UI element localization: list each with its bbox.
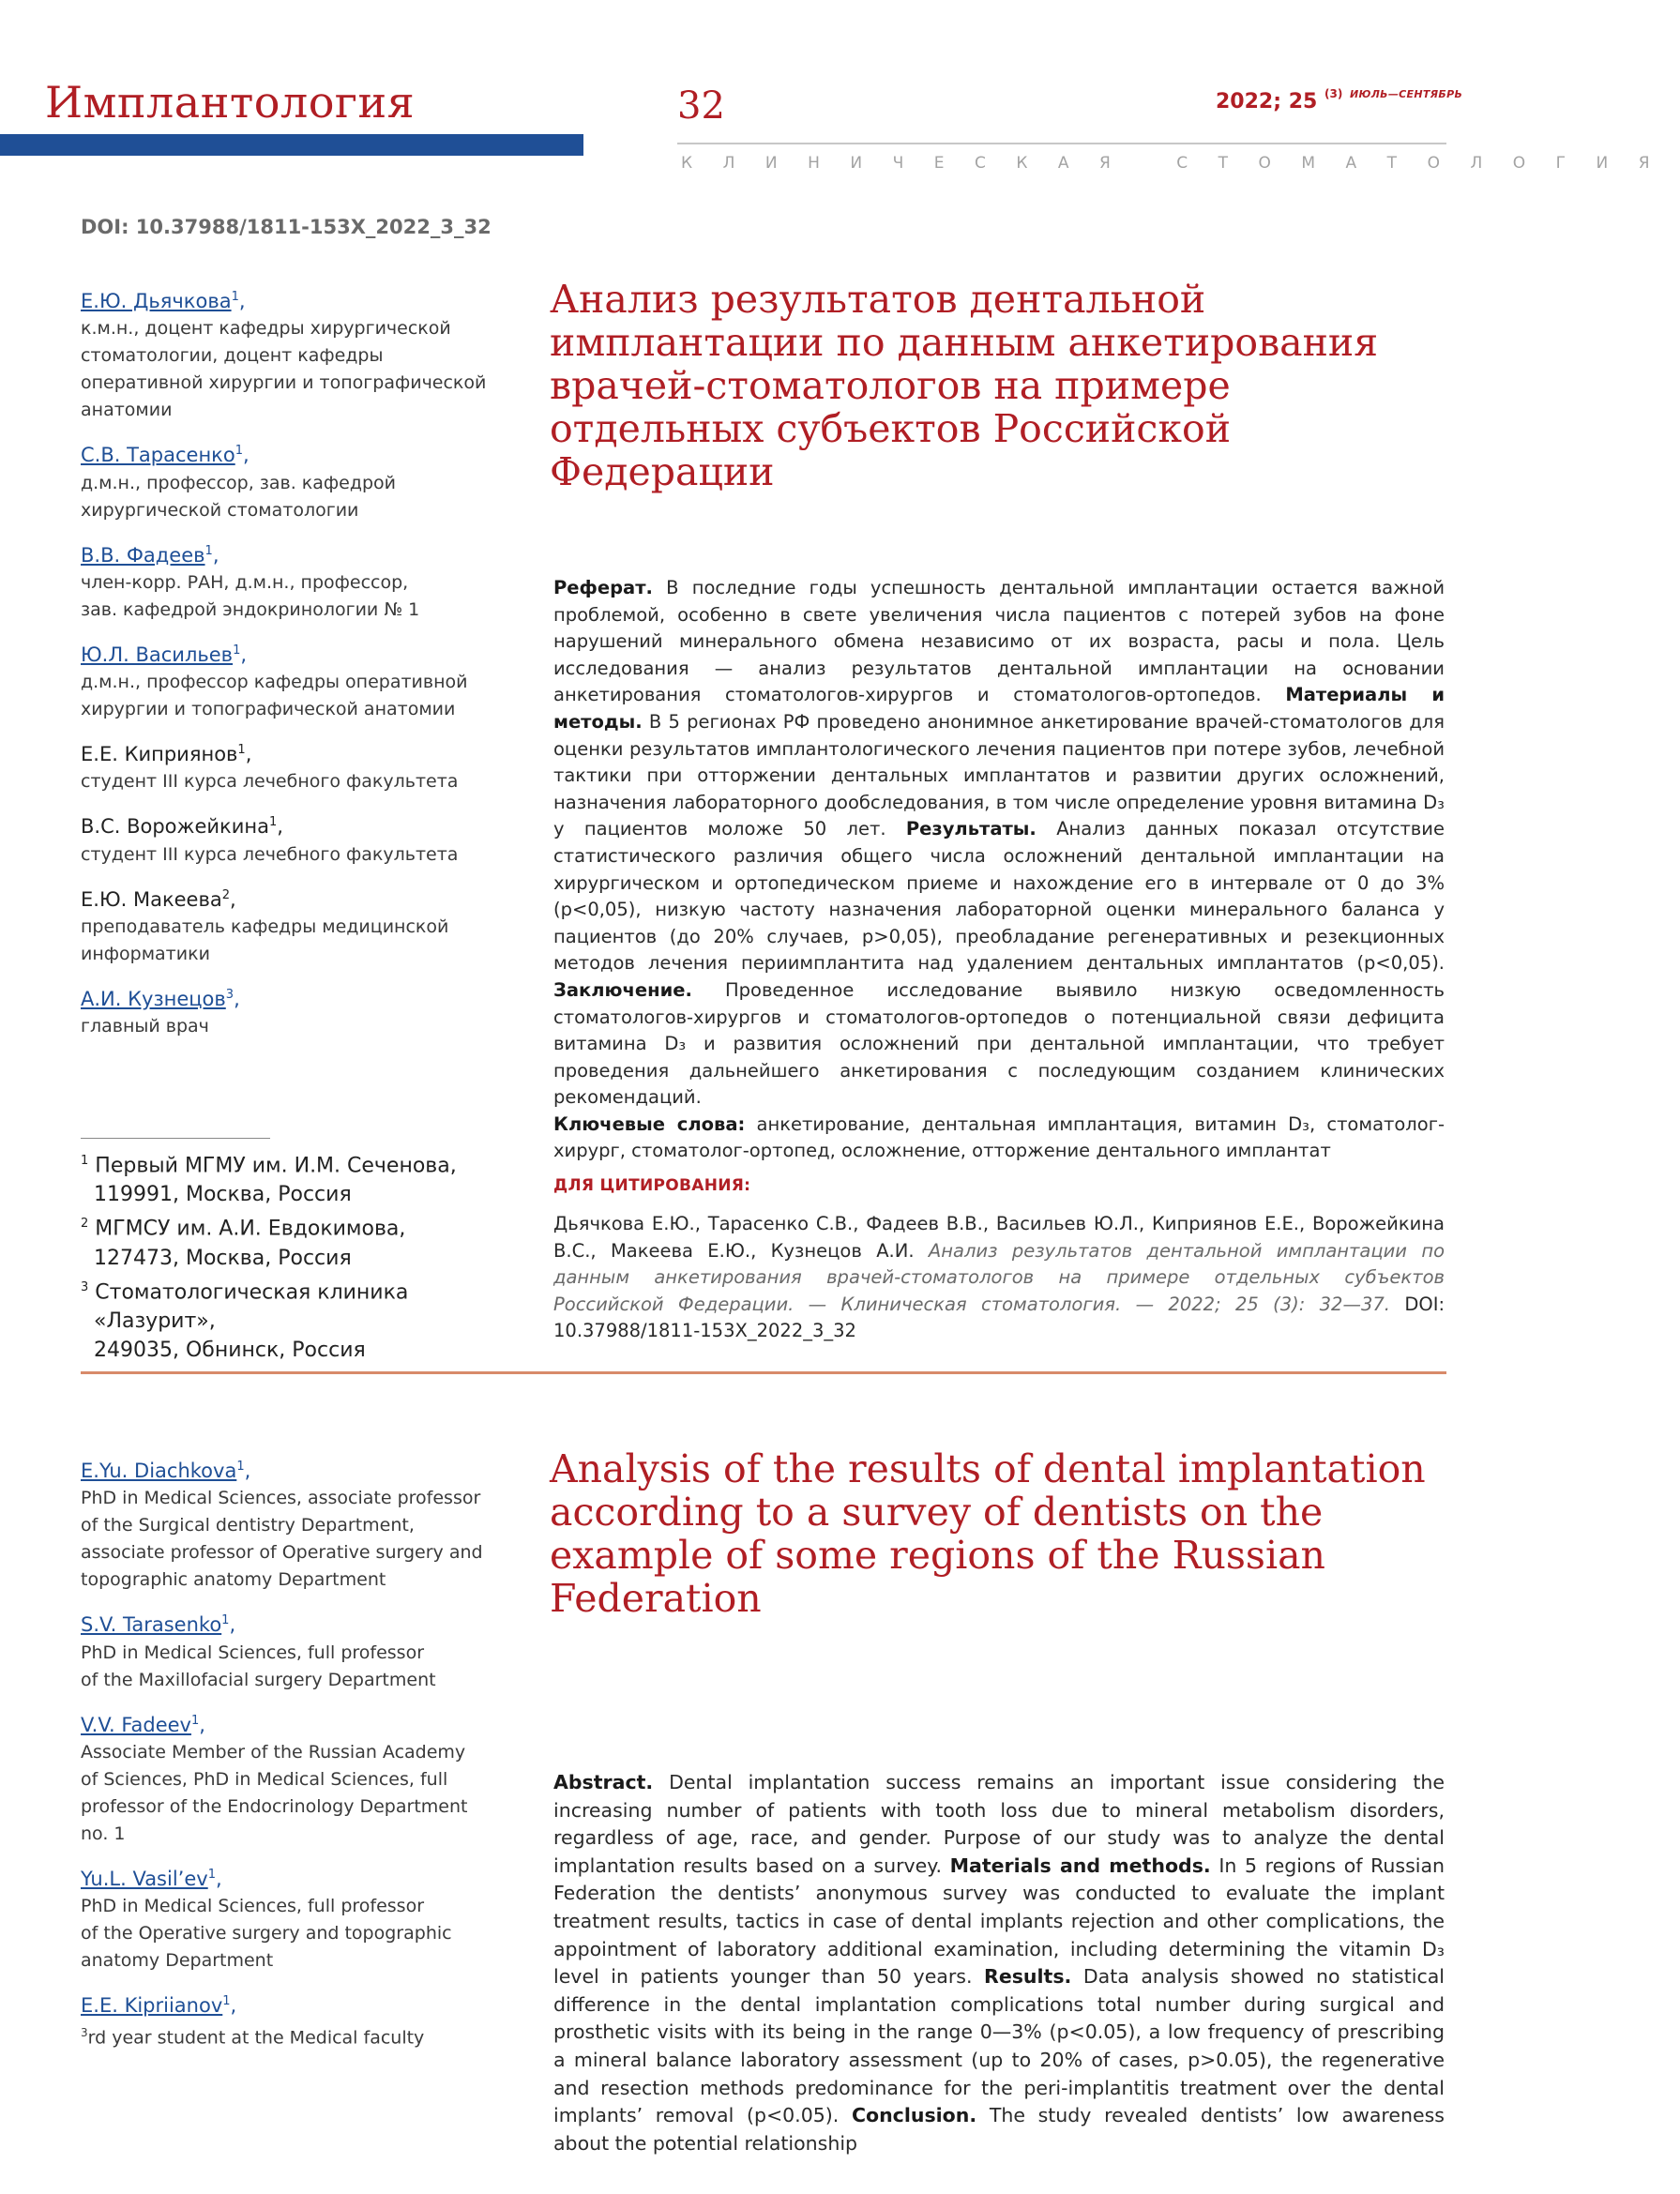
abstract-ru-conclusion: Проведенное исследование выявило низкую осведомленность стоматологов-хирургов и стоматологов-ортопедов о потенциальной связи дефицита витамина D₃ и развития осложнений при дентальной имплантации, что требует проведения дальнейшего анкетирования с последующим созданием клинических рекомендаций. (553, 978, 1445, 1109)
author-description-text: информатики (81, 943, 210, 964)
affiliation-name: МГМСУ им. А.И. Евдокимова, (95, 1217, 406, 1241)
affiliation-item (75, 1146, 516, 1209)
section-title-bar (0, 134, 583, 156)
abstract-ru-methods: В 5 регионах РФ проведено анонимное анкетирование врачей-стоматологов для оценки результатов имплантологического лечения пациентов при потере зубов, лечебной тактики при отторжении дентальных имплантатов и развитии других осложнений, назначения лабораторного дообследования, в том числе определение уровня витамина D₃ у пациентов моложе 50 лет. (553, 710, 1445, 840)
abstract-ru (553, 575, 1445, 1165)
author-description-text: д.м.н., профессор кафедры оперативной (81, 672, 468, 692)
author-entry (81, 1867, 503, 1975)
author-entry (81, 289, 503, 424)
author-description-text: Associate Member of the Russian Academy (81, 1741, 466, 1763)
author-description-text: зав. кафедрой эндокринологии № 1 (81, 598, 420, 620)
author-description-text: студент III курса лечебного факультета (81, 843, 459, 865)
author-description-line (81, 342, 503, 370)
author-description-line (81, 497, 503, 524)
author-description (81, 1640, 503, 1694)
affiliation-name: Первый МГМУ им. И.М. Сеченова, (95, 1154, 457, 1178)
author-description-text: студент III курса лечебного факультета (81, 771, 459, 793)
author-description-text: д.м.н., профессор, зав. кафедрой (81, 472, 397, 493)
author-entry (81, 814, 503, 868)
abstract-ru-results: Анализ данных показал отсутствие статистического различия общего числа осложнений дентальной имплантации на хирургическом и ортопедическом приеме и нахождение его в интервале от 0 до 3% (p<0,05), низкую частоту назначения лабораторной оценки минерального баланса у пациентов (до 20% случаев, p>0,05), преобладание регенеративных и резекционных методов лечения периимплантита над удалением дентальных имплантатов (p<0,05). (553, 818, 1445, 975)
author-description-text: член-корр. РАН, д.м.н., профессор, (81, 571, 409, 593)
author-description-line (81, 768, 503, 795)
author-description-text: of the Maxillofacial surgery Department (81, 1669, 436, 1690)
page-number: 32 (677, 84, 725, 128)
author-description (81, 768, 503, 795)
affiliation-marker: 1 (233, 643, 241, 658)
abstract-ru-label: Реферат. (553, 577, 653, 598)
author-description-text: хирургической стоматологии (81, 499, 359, 521)
author-description-line (81, 397, 503, 424)
abstract-ru-intro: В последние годы успешность дентальной имплантации остается важной проблемой, особенно в свете увеличения числа пациентов с потерей зубов на фоне нарушений минерального обмена независимо от их возраста, расы и пола. Цель исследования — анализ результатов дентальной имплантации на основании анкетирования стоматологов-хирургов и стоматологов-ортопедов. (553, 577, 1445, 706)
author-name-text[interactable]: V.V. Fadeev (81, 1713, 191, 1736)
author-name: Е.Е. Киприянов$^1$, (81, 743, 252, 765)
author-description-text: anatomy Department (81, 1950, 274, 1971)
author-description-text: стоматологии, доцент кафедры (81, 345, 384, 367)
author-entry (81, 443, 503, 523)
author-description (81, 1013, 503, 1040)
affiliations (75, 1146, 516, 1365)
abstract-en-conclusion: The study revealed dentists’ low awareness about the potential relationship (553, 2104, 1445, 2155)
affiliation-marker: 1 (190, 1713, 200, 1728)
affiliation-marker: 1 (235, 444, 243, 459)
author-name[interactable]: E.Yu. Diachkova$^1$, (81, 1460, 251, 1482)
author-entry (81, 1713, 503, 1848)
author-name-text: Е.Е. Киприянов (81, 743, 238, 765)
author-description-line (81, 941, 503, 968)
author-description-line (81, 1667, 503, 1694)
keywords: анкетирование, дентальная имплантация, витамин D₃, стоматолог-хирург, стоматолог-ортопед, осложнение, отторжение дентального имплантат (553, 1112, 1445, 1162)
author-description-text: of the Operative surgery and topographic (81, 1923, 452, 1944)
affiliation-item (75, 1273, 516, 1365)
affiliation-item (75, 1209, 516, 1272)
author-description-text: PhD in Medical Sciences, full professor (81, 1642, 425, 1663)
abstract-en (553, 1769, 1445, 2157)
affiliation-marker: 2 (221, 887, 231, 902)
author-description-line (81, 1566, 503, 1594)
abstract-en-methods-label: Materials and methods. (949, 1854, 1211, 1877)
abstract-ru-conclusion-label: Заключение. (553, 978, 692, 1001)
author-description-line (81, 569, 503, 597)
ordinal-marker: 3 (81, 2026, 88, 2040)
author-name-text[interactable]: А.И. Кузнецов (81, 987, 226, 1010)
affiliation-marker: 1 (231, 290, 239, 304)
citation (553, 1211, 1445, 1345)
author-description-text: анатомии (81, 400, 173, 421)
citation-heading: ДЛЯ ЦИТИРОВАНИЯ: (553, 1176, 751, 1195)
author-description-text: преподаватель кафедры медицинской (81, 915, 449, 937)
section-title: Имплантология (45, 77, 416, 128)
author-entry (81, 543, 503, 624)
author-description-line (81, 315, 503, 342)
author-description-text: topographic anatomy Department (81, 1569, 386, 1591)
affiliation-marker: 1 (204, 543, 213, 558)
author-description-line (81, 597, 503, 624)
author-name-text: В.С. Ворожейкина (81, 815, 269, 839)
abstract-ru-results-label: Результаты. (905, 818, 1037, 840)
abstract-en-conclusion-label: Conclusion. (851, 2104, 977, 2127)
issue-volume: 25 (1288, 90, 1318, 113)
author-entry (81, 1459, 503, 1594)
author-description-line (81, 2020, 503, 2051)
author-description-text: of Sciences, PhD in Medical Sciences, full (81, 1768, 448, 1790)
journal-name: КЛИНИЧЕСКАЯ СТОМАТОЛОГИЯ (681, 154, 1680, 173)
author-description-text: оперативной хирургии и топографической (81, 372, 487, 394)
author-description-text: no. 1 (81, 1823, 126, 1844)
author-name: В.С. Ворожейкина$^1$, (81, 815, 283, 839)
author-description-line (81, 470, 503, 497)
issue-number: (3) (1324, 87, 1343, 100)
author-description (81, 569, 503, 624)
author-description (81, 470, 503, 524)
author-description-line (81, 1793, 503, 1821)
author-description (81, 2020, 503, 2051)
author-description (81, 315, 503, 424)
citation-doi: DOI: 10.37988/1811-153X_2022_3_32 (553, 1293, 1445, 1342)
author-entry (81, 987, 503, 1040)
affiliation-marker: 1 (268, 815, 278, 830)
affiliation-marker: 1 (237, 743, 246, 757)
author-name-text[interactable]: Ю.Л. Васильев (81, 643, 234, 666)
abstract-en-label: Abstract. (553, 1771, 654, 1793)
doi: DOI: 10.37988/1811-153X_2022_3_32 (81, 216, 492, 238)
author-name[interactable]: Е.Ю. Дьячкова$^1$, (81, 290, 246, 312)
author-description-text: PhD in Medical Sciences, associate professor (81, 1488, 481, 1509)
author-description-line (81, 1485, 503, 1512)
author-description-text: PhD in Medical Sciences, full professor (81, 1896, 425, 1916)
authors-ru (81, 289, 503, 1059)
citation-title: Анализ результатов дентальной имплантации по данным анкетирования врачей-стоматологов на примере отдельных субъектов Российской Федерации. — (553, 1239, 1445, 1315)
author-name[interactable]: S.V. Tarasenko$^1$, (81, 1613, 236, 1637)
author-name-text[interactable]: В.В. Фадеев (81, 543, 205, 567)
author-name[interactable]: Yu.L. $Vasil’ev^1$, (81, 1867, 222, 1890)
author-description-text: professor of the Endocrinology Department (81, 1795, 468, 1817)
author-description-line (81, 1739, 503, 1766)
author-description (81, 669, 503, 723)
affiliation-marker: 1 (236, 1460, 245, 1474)
author-name: Е.Ю. Макеева$^2$, (81, 887, 236, 911)
author-description (81, 1893, 503, 1975)
author-description-text: of the Surgical dentistry Department, (81, 1515, 415, 1536)
author-name-text[interactable]: E.Yu. Diachkova (81, 1460, 237, 1482)
author-description (81, 1739, 503, 1848)
author-description-text: главный врач (81, 1016, 209, 1036)
article-title-ru: Анализ результатов дентальной имплантации по данным анкетирования врачей-стоматологов на примере отдельных субъектов Российской Федерации (550, 277, 1379, 494)
article-title-en: Analysis of the results of dental implantation according to a survey of dentists on the example of some regions of the Russian Federation (550, 1446, 1426, 1621)
author-description-line (81, 1920, 503, 1947)
affiliation-address: 249035, Обнинск, Россия (94, 1338, 366, 1362)
author-description-text: к.м.н., доцент кафедры хирургической (81, 318, 451, 340)
author-name-text[interactable]: Е.Ю. Дьячкова (81, 290, 232, 312)
affiliation-number: 3 (81, 1279, 89, 1294)
author-description-line (81, 370, 503, 397)
author-description-text: rd year student at the Medical faculty (87, 2027, 425, 2049)
author-entry (81, 1612, 503, 1693)
author-name-text[interactable]: С.В. Тарасенко (81, 444, 235, 467)
affiliation-marker: 3 (225, 987, 235, 1002)
abstract-ru-methods-label: Материалы и методы. (553, 684, 1445, 733)
author-description-line (81, 1766, 503, 1793)
author-description-line (81, 1512, 503, 1539)
issue-info (1216, 87, 1462, 113)
affiliation-number: 2 (81, 1217, 89, 1232)
author-name[interactable]: Ю.Л. Васильев$^1$, (81, 643, 248, 666)
citation-details: — 2022; 25 (3): 32—37. (1135, 1293, 1390, 1315)
author-description-text: associate professor of Operative surgery and (81, 1542, 483, 1564)
author-name[interactable]: V.V. Fadeev$^1$, (81, 1713, 205, 1736)
affiliation-name: Стоматологическая клиника «Лазурит», (94, 1279, 409, 1333)
author-description-line (81, 1539, 503, 1566)
author-description-line (81, 1821, 503, 1848)
affiliation-number: 1 (81, 1154, 89, 1168)
abstract-en-methods: In 5 regions of Russian Federation the dentists’ anonymous survey was conducted to evaluate the implant treatment results, tactics in case of dental implants rejection and other complications, the appointment of laboratory additional examination, including determining the vitamin D₃ level in patients younger than 50 years. (553, 1854, 1445, 1989)
author-description-line (81, 1640, 503, 1667)
author-entry (81, 887, 503, 968)
issue-year: 2022; (1216, 90, 1282, 113)
author-description-line (81, 1013, 503, 1040)
abstract-en-intro: Dental implantation success remains an important issue considering the increasing number of patients with tooth loss due to mineral metabolism disorders, regardless of age, race, and gender. Purpose of our study was to analyze the dental implantation results based on a survey. (553, 1771, 1445, 1877)
affiliation-marker: 1 (221, 1613, 230, 1628)
author-description-text: хирургии и топографической анатомии (81, 699, 456, 719)
section-divider (81, 1371, 1446, 1374)
header-rule (677, 143, 1446, 144)
author-description-line (81, 1947, 503, 1975)
author-name-text[interactable]: S.V. Tarasenko (81, 1613, 222, 1637)
affiliation-marker: 1 (207, 1867, 216, 1882)
author-description (81, 1485, 503, 1594)
keywords-label: Ключевые слова: (553, 1112, 746, 1135)
authors-en (81, 1459, 503, 2071)
author-description-line (81, 914, 503, 941)
issue-months: ИЮЛЬ—СЕНТЯБРЬ (1350, 88, 1463, 100)
author-description-line (81, 841, 503, 869)
abstract-en-results: Data analysis showed no statistical difference in the dental implantation complications total number during surgical and prosthetic visits with its being in the range 0—3% (p<0.05), a low frequency of prescribing a mineral balance laboratory assessment (up to 20% of cases, p>0.05), the regenerative and resection methods predominance for the peri-implantitis treatment over the dental implants’ removal (p<0.05). (553, 1965, 1445, 2127)
author-entry (81, 742, 503, 795)
author-description (81, 841, 503, 869)
author-name[interactable]: В.В. Фадеев$^1$, (81, 543, 219, 567)
author-name-text: Е.Ю. Макеева (81, 887, 222, 911)
author-description (81, 914, 503, 968)
affiliation-address: 119991, Москва, Россия (94, 1183, 352, 1207)
author-name[interactable]: E.E. Kipriianov$^1$, (81, 1994, 237, 2017)
author-description-line (81, 669, 503, 696)
affiliation-address: 127473, Москва, Россия (94, 1246, 352, 1270)
citation-journal: Клиническая стоматология. (840, 1293, 1122, 1315)
author-name[interactable]: С.В. Тарасенко$^1$, (81, 444, 250, 467)
author-description-line (81, 1893, 503, 1920)
affiliations-rule (81, 1138, 270, 1139)
author-name-text[interactable]: Yu.L. Vasil’ev (81, 1867, 208, 1890)
affiliation-marker: 1 (222, 1994, 231, 2008)
author-entry (81, 643, 503, 723)
author-description-line (81, 696, 503, 723)
author-entry (81, 1993, 503, 2052)
author-name-text[interactable]: E.E. Kipriianov (81, 1994, 223, 2017)
author-name[interactable]: А.И. Кузнецов$^3$, (81, 987, 240, 1010)
abstract-en-results-label: Results. (984, 1965, 1072, 1989)
citation-authors: Дьячкова Е.Ю., Тарасенко С.В., Фадеев В.В., Васильев Ю.Л., Киприянов Е.Е., Ворожейкина В.С., Макеева Е.Ю., Кузнецов А.И. (553, 1213, 1445, 1262)
